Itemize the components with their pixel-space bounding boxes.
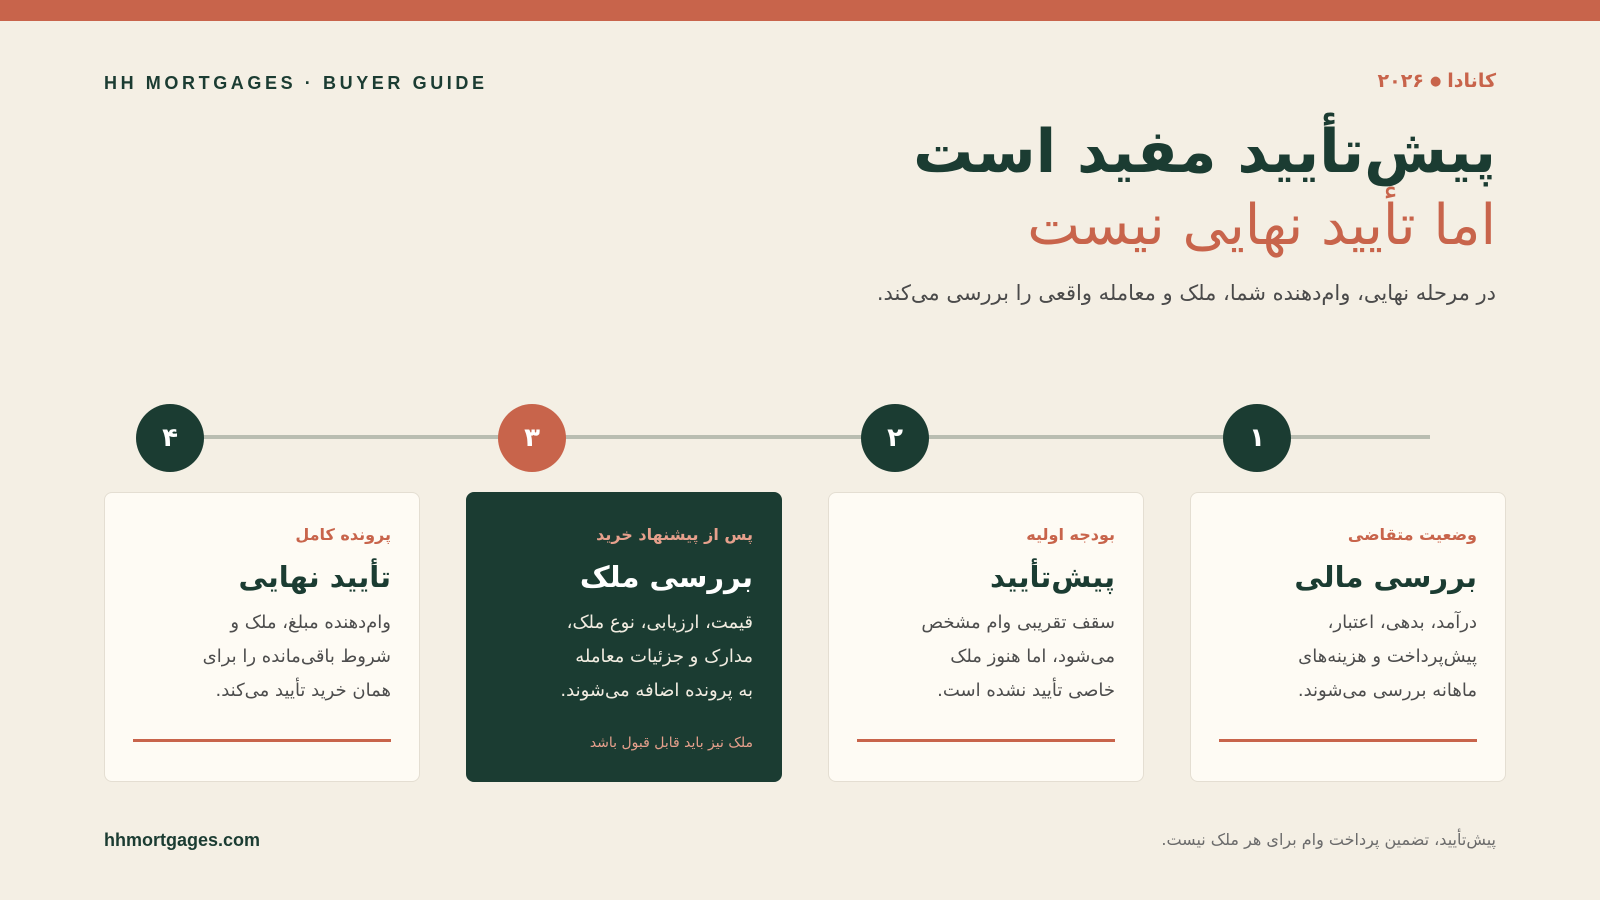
card-divider — [857, 739, 1115, 742]
step-marker-1: ۱ — [1223, 404, 1291, 472]
card-body-line: وام‌دهنده مبلغ، ملک و — [230, 612, 391, 633]
card-tag: وضعیت متقاضی — [1347, 525, 1477, 544]
card-body-line: می‌شود، اما هنوز ملک — [950, 646, 1115, 667]
card-tag: پرونده کامل — [295, 525, 391, 544]
card-body-line: ،درآمد، بدهی، اعتبار — [1327, 612, 1477, 633]
card-note: ملک نیز باید قابل قبول باشد — [589, 735, 753, 751]
lead-text: .در مرحله نهایی، وام‌دهنده شما، ملک و معامله واقعی را بررسی می‌کند — [876, 281, 1496, 305]
card-divider — [1219, 739, 1477, 742]
step-marker-3: ۳ — [498, 404, 566, 472]
step-card-financial-review — [1190, 492, 1506, 782]
card-tag: بودجه اولیه — [1026, 525, 1115, 544]
card-title: بررسی مالی — [1294, 560, 1477, 594]
card-body-line: .ماهانه بررسی می‌شوند — [1297, 680, 1477, 701]
card-body-line: .همان خرید تأیید می‌کند — [215, 680, 391, 701]
separator-dot: ● — [1429, 74, 1442, 89]
step-card-final-approval — [104, 492, 420, 782]
country-label: کانادا — [1447, 70, 1496, 92]
card-title: پیش‌تأیید — [990, 560, 1115, 594]
card-tag: پس از پیشنهاد خرید — [596, 525, 753, 544]
card-body-line: سقف تقریبی وام مشخص — [921, 612, 1115, 633]
card-title: تأیید نهایی — [238, 560, 391, 594]
website-label: hhmortgages.com — [104, 830, 261, 850]
page-subtitle: اما تأیید نهایی نیست — [1027, 193, 1496, 258]
step-marker-4: ۴ — [136, 404, 204, 472]
card-body-line: مدارک و جزئیات معامله — [575, 646, 753, 667]
region-year-label — [1378, 70, 1496, 92]
brand-label: HH MORTGAGES · BUYER GUIDE — [104, 73, 488, 93]
step-card-pre-approval — [828, 492, 1144, 782]
step-card-property-review — [466, 492, 782, 782]
card-body-line: ،قیمت، ارزیابی، نوع ملک — [566, 612, 753, 633]
footer-disclaimer: .پیش‌تأیید، تضمین پرداخت وام برای هر ملک نیست — [1161, 830, 1496, 849]
card-title: بررسی ملک — [579, 560, 753, 594]
card-body-line: پیش‌پرداخت و هزینه‌های — [1298, 646, 1477, 667]
card-body-line: .خاصی تأیید نشده است — [937, 680, 1115, 701]
card-divider — [133, 739, 391, 742]
card-body-line: شروط باقی‌مانده را برای — [202, 646, 391, 667]
year-label: ۲۰۲۶ — [1377, 70, 1424, 92]
page-title: پیش‌تأیید مفید است — [913, 117, 1496, 187]
step-marker-2: ۲ — [861, 404, 929, 472]
card-body — [483, 606, 753, 708]
card-body — [845, 606, 1115, 708]
card-body — [121, 606, 391, 708]
top-accent-bar — [0, 0, 1600, 21]
card-body — [1207, 606, 1477, 708]
card-body-line: .به پرونده اضافه می‌شوند — [560, 680, 753, 701]
